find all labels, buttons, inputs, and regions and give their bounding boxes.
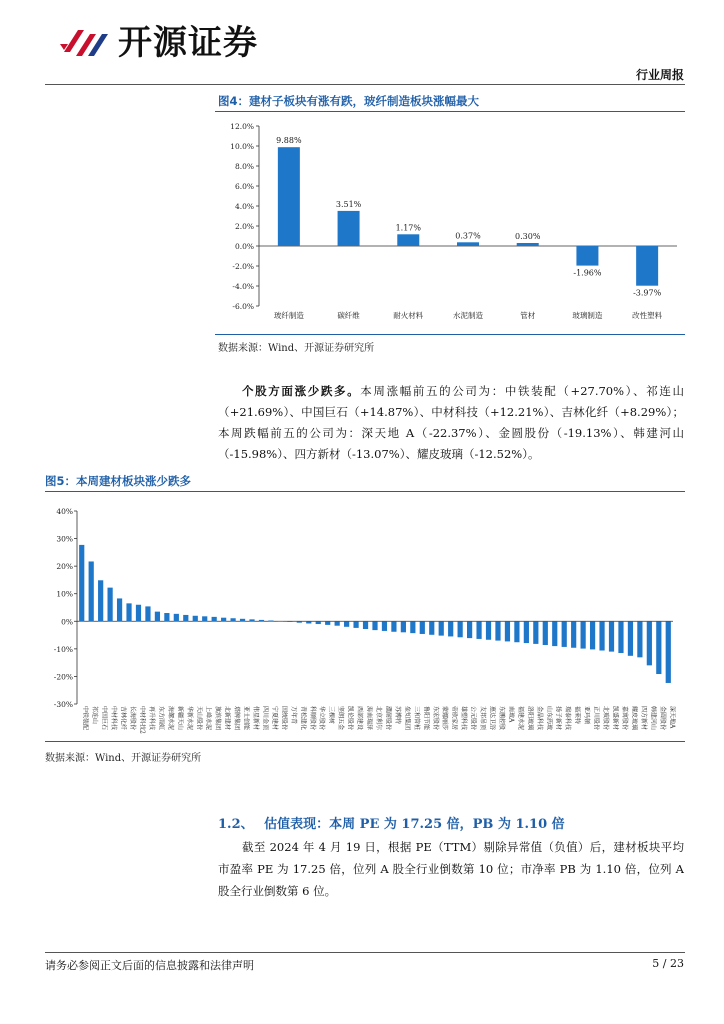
fig5-category-label: 鲁阳节能 <box>422 706 430 731</box>
fig5-category-label: 山东药玻 <box>545 706 553 731</box>
fig5-bar <box>552 621 557 646</box>
fig5-category-label: 南玻A <box>507 706 515 723</box>
fig5-category-label: 新疆天山 <box>176 706 184 731</box>
fig5-category-label: 海螺水泥 <box>166 706 174 731</box>
fig5-bar <box>618 621 623 653</box>
fig5-category-label: 伟星新材 <box>252 706 260 731</box>
fig4-data-label: 0.30% <box>515 232 541 241</box>
fig5-bar <box>666 621 671 683</box>
fig5-category-label: 东鹏控股 <box>497 706 505 731</box>
fig5-bar <box>240 619 245 621</box>
fig5-bar <box>524 621 529 643</box>
fig4-y-tick-label: -2.0% <box>232 262 254 271</box>
fig5-bar <box>202 616 207 621</box>
fig5-y-tick-label: 40% <box>56 507 73 516</box>
fig5-category-label: 正川股份 <box>592 706 600 731</box>
fig5-category-label: 中材科技2 <box>138 706 146 734</box>
page-number: 5 / 23 <box>652 957 684 970</box>
fig4-bar <box>397 234 419 246</box>
fig4-category-label: 水泥制造 <box>453 311 483 320</box>
company-logo-icon <box>58 22 110 62</box>
fig5-bar <box>117 598 122 621</box>
fig5-bar <box>193 616 198 622</box>
fig5-bar <box>108 588 113 622</box>
fig4-category-label: 耐火材料 <box>393 311 424 320</box>
fig5-category-label: 四方新材 <box>639 706 647 731</box>
fig5-bar <box>439 621 444 635</box>
fig5-category-label: 惠达卫浴 <box>488 706 496 731</box>
fig5-bar <box>268 620 273 621</box>
fig4-data-label: 1.17% <box>395 223 421 233</box>
fig4-data-label: -3.97% <box>633 288 662 298</box>
fig4-bar <box>517 243 539 246</box>
fig5-bar <box>363 621 368 629</box>
valuation-paragraph: 截至 2024 年 4 月 19 日，根据 PE（TTM）剔除异常值（负值）后，建材板块平均市盈率 PE 为 17.25 倍，位列 A 股全行业倒数第 10 位；市净率 PB 为 1.10 倍，位列 A 股全行业倒数第 6 位。 <box>218 840 684 898</box>
fig5-bar <box>221 618 226 622</box>
fig4-y-tick-label: 10.0% <box>230 142 254 151</box>
fig4-data-label: -1.96% <box>573 268 602 278</box>
fig5-category-label: 亚士创能 <box>242 706 250 731</box>
fig5-bar <box>155 612 160 622</box>
fig5-category-label: 西部建设 <box>356 706 364 731</box>
figure4-source: 数据来源：Wind、开源证券研究所 <box>218 343 375 354</box>
fig4-bar <box>278 147 300 246</box>
fig5-bar <box>609 621 614 651</box>
fig4-y-tick-label: 6.0% <box>234 182 254 191</box>
fig5-category-label: 福莱特 <box>573 706 581 725</box>
fig5-bar <box>164 613 169 621</box>
fig4-bar <box>636 246 658 286</box>
fig5-category-label: 垒知集团 <box>403 706 411 731</box>
fig5-y-tick-label: 0% <box>61 617 73 627</box>
fig5-bar <box>429 621 434 635</box>
fig5-bar <box>599 621 604 650</box>
fig5-bar <box>543 621 548 645</box>
fig5-category-label: 友邦吊顶 <box>479 706 487 731</box>
fig5-category-label: 国统股份 <box>280 706 288 731</box>
fig5-y-tick-label: 10% <box>56 589 73 599</box>
fig5-bar <box>183 615 188 621</box>
fig5-bar <box>448 621 453 636</box>
fig5-y-tick-label: 20% <box>56 562 73 572</box>
fig5-category-label: 中材科技 <box>110 706 118 731</box>
footer-disclaimer: 请务必参阅正文后面的信息披露和法律声明 <box>45 959 254 972</box>
fig5-bar <box>306 621 311 623</box>
fig5-category-label: 北玻股份 <box>602 706 610 731</box>
fig4-y-tick-label: 2.0% <box>234 222 254 231</box>
fig5-category-label: 四川金顶 <box>261 706 269 731</box>
fig5-category-label: 长海股份 <box>129 706 137 731</box>
paragraph-lead: 个股方面涨少跌多。 <box>242 384 361 398</box>
fig5-category-label: 北京利尔 <box>375 706 382 731</box>
section-heading <box>218 813 565 832</box>
fig5-category-label: 洛阳玻璃 <box>526 706 534 731</box>
fig5-bar <box>174 614 179 621</box>
fig5-category-label: 中铁装配 <box>81 706 89 731</box>
figure4-chart <box>215 118 685 333</box>
fig5-bar <box>259 620 264 621</box>
fig5-bar <box>126 603 131 621</box>
figure5-chart <box>45 500 685 740</box>
fig5-category-label: 再升科技 <box>147 706 155 731</box>
fig5-category-label: 吉林化纤 <box>119 706 127 731</box>
fig4-y-tick-label: 4.0% <box>234 202 254 211</box>
fig5-category-label: 苏博特 <box>393 706 401 725</box>
fig5-bar <box>287 621 292 622</box>
fig5-bar <box>637 621 642 657</box>
report-type-tag: 行业周报 <box>635 68 684 82</box>
fig5-bar <box>486 621 491 639</box>
fig4-category-label: 管材 <box>520 311 536 320</box>
fig5-category-label: 塔牌集团 <box>233 706 241 731</box>
fig5-category-label: 韩建河山 <box>649 706 657 731</box>
figure4-bottom-rule <box>215 334 685 335</box>
fig5-category-label: 华立股份 <box>318 706 326 731</box>
fig5-bar <box>562 621 567 647</box>
fig5-category-label: 三棵树 <box>327 706 335 725</box>
stock-performance-paragraph <box>218 381 684 465</box>
fig5-bar <box>136 605 141 622</box>
fig5-category-label: 中国巨石 <box>100 706 108 731</box>
fig4-y-tick-label: 8.0% <box>234 162 254 171</box>
fig5-category-label: 瑞泰科技 <box>564 706 572 731</box>
fig5-category-label: 蒙娜丽莎 <box>441 706 449 731</box>
fig5-category-label: 旗滨集团 <box>214 706 222 731</box>
fig4-bar <box>576 246 598 266</box>
header-divider <box>45 84 685 85</box>
fig5-y-tick-label: -20% <box>53 672 73 682</box>
fig4-category-label: 碳纤维 <box>337 311 360 320</box>
fig5-bar <box>391 621 396 631</box>
fig5-category-label: 青松建化 <box>299 706 307 731</box>
fig5-category-label: 扬子新材 <box>554 706 562 731</box>
fig5-bar <box>145 606 150 621</box>
paragraph-body: 本周涨幅前五的公司为：中铁装配（+27.70%）、祁连山（+21.69%）、中国巨石（+14.87%）、中材科技（+12.21%）、吉林化纤（+8.29%）；本周跌幅前五的公司为：深天地 A（-22.37%）、金圆股份（-19.13%）、韩建河山（-15.98%）、四方新材（-13.07%）、耀皮玻璃（-12.52%）。 <box>218 384 684 461</box>
section-number: 1.2、 <box>218 817 254 832</box>
fig4-data-label: 0.37% <box>455 231 481 241</box>
section-title: 估值表现：本周 PE 为 17.25 倍，PB 为 1.10 倍 <box>264 817 565 832</box>
fig5-bar <box>656 621 661 674</box>
fig5-category-label: 祁连山 <box>91 706 99 725</box>
fig5-category-label: 万年青 <box>289 706 297 725</box>
fig5-category-label: 华新水泥 <box>185 706 193 731</box>
fig5-category-label: 东方雨虹 <box>157 706 165 731</box>
figure4-title: 图4：建材子板块有涨有跌，玻纤制造板块涨幅最大 <box>218 94 479 108</box>
fig5-y-tick-label: 30% <box>56 534 73 544</box>
figure5-source: 数据来源：Wind、开源证券研究所 <box>45 753 202 764</box>
fig5-category-label: 东宏股份 <box>431 706 439 731</box>
fig5-category-label: 帝欧家居 <box>450 706 458 731</box>
fig5-category-label: 海南瑞泽 <box>365 706 373 731</box>
fig5-bar <box>401 621 406 632</box>
fig5-category-label: 北新建材 <box>223 706 231 731</box>
fig4-bar <box>457 242 479 246</box>
fig4-category-label: 玻纤制造 <box>273 311 304 320</box>
fig4-data-label: 9.88% <box>276 136 302 146</box>
fig5-category-label: 金晶科技 <box>535 706 543 731</box>
fig5-category-label: 深天地A <box>668 706 676 729</box>
fig4-category-label: 改性塑料 <box>632 311 663 320</box>
fig5-bar <box>581 621 586 648</box>
fig5-category-label: 上峰水泥 <box>204 706 212 731</box>
fig5-category-label: 凯盛新材 <box>611 706 619 731</box>
fig5-bar <box>628 621 633 656</box>
fig5-category-label: 天山股份 <box>195 706 203 731</box>
fig4-y-tick-label: -4.0% <box>232 282 254 291</box>
fig5-bar <box>571 621 576 647</box>
fig5-category-label: 濮耐股份 <box>384 706 392 731</box>
fig5-category-label: 雄塑科技 <box>460 706 468 731</box>
fig5-bar <box>590 621 595 649</box>
fig5-category-label: 坚朗五金 <box>337 706 345 731</box>
figure5-title: 图5：本周建材板块涨少跌多 <box>45 474 192 488</box>
fig5-bar <box>476 621 481 639</box>
fig5-y-tick-label: -10% <box>53 644 73 654</box>
footer-divider <box>45 952 685 953</box>
fig5-bar <box>344 621 349 627</box>
fig5-bar <box>98 580 103 621</box>
fig5-bar <box>325 621 330 625</box>
company-logo-text: 开源证券 <box>118 23 258 63</box>
fig4-y-tick-label: -6.0% <box>232 302 254 311</box>
fig5-bar <box>420 621 425 634</box>
fig5-bar <box>372 621 377 630</box>
fig4-category-label: 玻璃制造 <box>572 311 603 320</box>
fig5-bar <box>249 619 254 621</box>
fig4-y-tick-label: 0.0% <box>234 242 254 251</box>
fig5-bar <box>467 621 472 638</box>
fig5-category-label: 耀皮玻璃 <box>630 706 638 731</box>
fig5-bar <box>89 561 94 621</box>
fig5-bar <box>353 621 358 628</box>
fig5-category-label: 嘉寓股份 <box>620 706 628 731</box>
fig5-bar <box>79 545 84 621</box>
fig5-bar <box>230 618 235 621</box>
fig5-bar <box>278 621 283 622</box>
fig5-category-label: 科顺股份 <box>308 706 316 731</box>
fig5-category-label: 三和管桩 <box>412 706 420 731</box>
fig5-category-label: 宁夏建材 <box>270 706 278 731</box>
fig5-bar <box>647 621 652 665</box>
fig4-y-tick-label: 12.0% <box>230 122 254 131</box>
fig5-bar <box>410 621 415 633</box>
fig5-category-label: 公元股份 <box>469 706 477 731</box>
fig5-category-label: 亚玛顿 <box>583 706 591 725</box>
fig5-bar <box>316 621 321 624</box>
fig5-bar <box>514 621 519 642</box>
fig5-bar <box>533 621 538 644</box>
fig5-bar <box>335 621 340 625</box>
figure4-top-rule <box>215 111 685 112</box>
fig5-bar <box>458 621 463 637</box>
fig5-category-label: 福建水泥 <box>516 706 524 731</box>
fig5-bar <box>382 621 387 631</box>
fig5-bar <box>212 617 217 621</box>
fig5-bar <box>505 621 510 641</box>
fig5-bar <box>495 621 500 640</box>
fig5-y-tick-label: -30% <box>53 700 73 709</box>
fig4-bar <box>338 211 360 246</box>
fig5-category-label: 金圆股份 <box>658 706 666 731</box>
figure5-bottom-rule <box>45 741 685 742</box>
fig5-bar <box>297 621 302 622</box>
figure5-top-rule <box>45 491 685 492</box>
fig4-data-label: 3.51% <box>335 199 362 209</box>
fig5-category-label: 凯伦股份 <box>346 706 354 731</box>
